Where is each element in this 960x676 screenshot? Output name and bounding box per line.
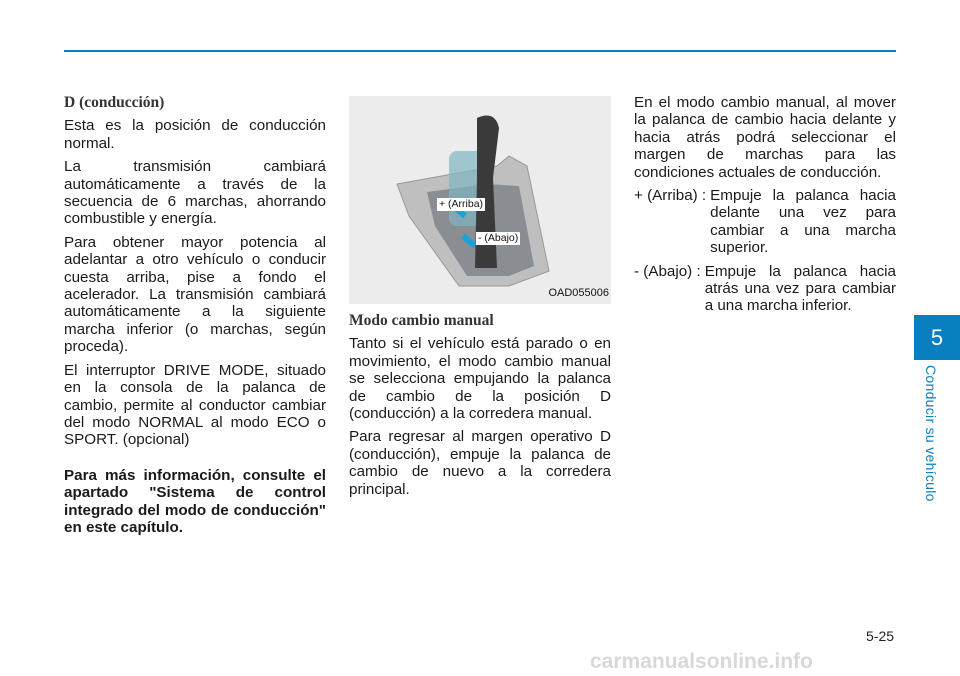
- list-item: [634, 263, 896, 315]
- label-down: - (Abajo): [478, 232, 519, 244]
- column-2: [349, 94, 611, 504]
- chapter-title: Conducir su vehículo: [923, 365, 939, 502]
- paragraph: La transmisión cambiará automáticamente a través de la secuencia de 6 marchas, ahorrando combustible y energía.: [64, 158, 326, 228]
- figure-code: OAD055006: [548, 286, 609, 299]
- paragraph: Esta es la posición de conducción normal.: [64, 117, 326, 152]
- item-key: + (Arriba) :: [634, 187, 707, 205]
- chapter-tab: 5: [914, 315, 960, 360]
- header-rule: [64, 50, 896, 52]
- item-text: Empuje la palanca hacia delante una vez para cambiar a una marcha superior.: [710, 187, 896, 257]
- gear-shift-figure: [349, 96, 611, 304]
- paragraph: El interruptor DRIVE MODE, situado en la consola de la palanca de cambio, permite al conductor cambiar del modo NORMAL al modo ECO o SPORT. (opcional): [64, 361, 326, 449]
- note: Para más información, consulte el apartado "Sistema de control integrado del modo de conducción" en este capítulo.: [64, 466, 326, 536]
- section-heading: D (conducción): [64, 94, 165, 111]
- item-key: - (Abajo) :: [634, 262, 701, 280]
- watermark: carmanualsonline.info: [590, 650, 813, 673]
- section-heading: Modo cambio manual: [349, 312, 494, 329]
- paragraph: Para obtener mayor potencia al adelantar a otro vehículo o conducir cuesta arriba, pise a fondo el acelerador. La transmisión cambiará automáticamente a la siguiente marcha inferior (o marchas, según proceda).: [64, 233, 326, 356]
- paragraph: Tanto si el vehículo está parado o en movimiento, el modo cambio manual se selecciona empujando la palanca de cambio de la posición D (conducción) a la corredera manual.: [349, 335, 611, 423]
- column-1: [64, 94, 326, 542]
- item-text: Empuje la palanca hacia atrás una vez para cambiar a una marcha inferior.: [704, 262, 896, 315]
- page-number: 5-25: [866, 628, 895, 644]
- label-up: + (Arriba): [439, 198, 484, 210]
- paragraph: En el modo cambio manual, al mover la palanca de cambio hacia delante y hacia atrás podrá seleccionar el margen de marchas para las condiciones actuales de conducción.: [634, 94, 896, 181]
- paragraph: Para regresar al margen operativo D (conducción), empuje la palanca de cambio de nuevo a la corredera principal.: [349, 428, 611, 498]
- column-3: [634, 94, 896, 315]
- list-item: [634, 187, 896, 257]
